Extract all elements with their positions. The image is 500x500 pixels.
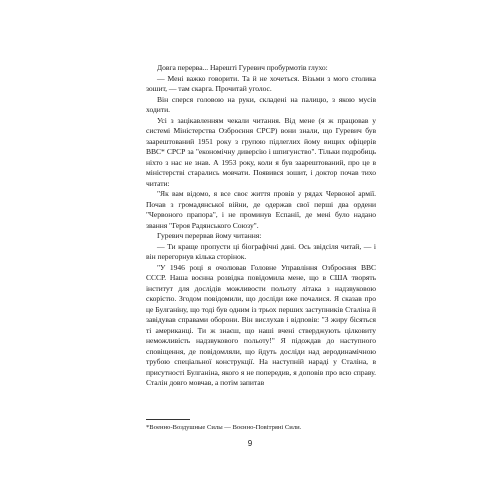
paragraph: Довга перерва... Нарешті Гуревич пробурмотів глухо:: [157, 63, 328, 72]
paragraph: Гуревич перервав йому читання:: [157, 231, 262, 240]
paragraph: Усі з зацікавленням чекали читання. Від мене (я ж працював у системі Міністерства Озброєння СРСР) вони знали, що Гуревич був заарештований 1951 року з групою підлеглих йому вищих офіцерів ВВС* СРСР за "економічну диверсію і шпигунство". Тільки подробиць ніхто з нас не знав. А 1953 року, коли я був заарештований, про це в міністерстві старались мовчати. Появився зошит, і доктор почав тихо читати:: [146, 115, 376, 188]
paragraph: Він сперся головою на руки, складені на палицю, з якою мусів ходити.: [146, 94, 376, 114]
footnote: *Военно-Воздушные Силы — Воєнно-Повітряні Сили.: [146, 424, 302, 431]
paragraph: — Мені важко говорити. Та й не хочеться. Візьми з мого столика зошит, — там скарга. Прочитай уголос.: [146, 73, 376, 93]
paragraph: "Як вам відомо, я все своє життя провів у рядах Червоної армії. Почав з громадянської війни, де одержав свої перші два ордени "Червоного прапора", і не проминув Еспанії, де мені було надано звання "Героя Радянського Союзу".: [146, 189, 376, 230]
paragraph: "У 1946 році я очолював Головне Управління Озброєння ВВС СССР. Наша воєнна розвідка повідомила мене, що в США творять інститут для дослідів можливости польоту літака з надзвуковою скорістю. Згодом повідомили, що досліди вже почалися. Я сказав про це Булганіну, що тоді був одним із трьох перших заступників Сталіна й завідував справами оборони. Він вислухав і відповів: "З жиру бісяться ті американці. Ти ж знаєш, що наші вчені стверджують цілковиту неможливість надзвукового польоту!" Я підождав до наступного сповіщення, де повідомляли, що йдуть досліди над аеродинамічною трубою спеціальної конструкції. На наступній нараді у Сталіна, в присутності Булганіна, якого я не попередив, я доповів про всю справу. Сталін довго мовчав, а потім запитав: [146, 262, 376, 387]
page-number: 9: [247, 439, 253, 448]
footnote-divider: [146, 419, 190, 420]
paragraph: — Ти краще пропусти ці біографічні дані. Ось звідсіля читай, — і він перегорнув кілька сторінок.: [146, 241, 376, 261]
body-text: [146, 63, 376, 389]
